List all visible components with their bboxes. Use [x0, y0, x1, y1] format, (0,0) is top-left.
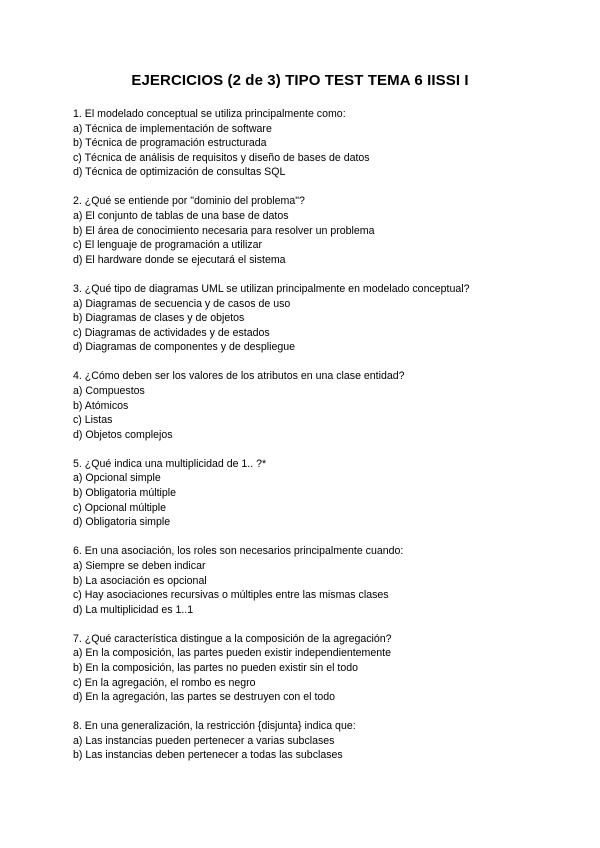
option-a: a) Técnica de implementación de software: [73, 122, 272, 135]
option-d: d) Técnica de optimización de consultas SQL: [73, 166, 286, 179]
question-text: 7. ¿Qué característica distingue a la composición de la agregación?: [73, 632, 392, 645]
question-4: [73, 369, 573, 442]
option-d: d) Diagramas de componentes y de despliegue: [73, 341, 296, 354]
option-b: b) Técnica de programación estructurada: [73, 137, 267, 150]
question-text: 5. ¿Qué indica una multiplicidad de 1.. ?*: [73, 457, 267, 470]
question-text: 2. ¿Qué se entiende por "dominio del problema"?: [73, 195, 305, 208]
question-5: [73, 457, 573, 530]
option-d: d) El hardware donde se ejecutará el sistema: [73, 253, 286, 266]
option-d: d) Objetos complejos: [73, 428, 173, 441]
question-list: [73, 107, 573, 778]
option-a: a) Opcional simple: [73, 472, 161, 485]
option-c: c) En la agregación, el rombo es negro: [73, 676, 256, 689]
option-c: c) Técnica de análisis de requisitos y diseño de bases de datos: [73, 151, 370, 164]
question-text: 1. El modelado conceptual se utiliza principalmente como:: [73, 108, 346, 120]
option-b: b) Obligatoria múltiple: [73, 487, 177, 500]
option-a: a) El conjunto de tablas de una base de datos: [73, 210, 289, 223]
option-b: b) La asociación es opcional: [73, 574, 207, 587]
question-7: [73, 632, 573, 705]
option-d: d) Obligatoria simple: [73, 516, 171, 529]
option-a: a) Diagramas de secuencia y de casos de uso: [73, 297, 291, 310]
option-b: b) Las instancias deben pertenecer a todas las subclases: [73, 749, 343, 762]
option-b: b) Diagramas de clases y de objetos: [73, 312, 245, 325]
option-a: a) Las instancias pueden pertenecer a varias subclases: [73, 734, 335, 747]
option-b: b) Atómicos: [73, 399, 129, 412]
page-title: EJERCICIOS (2 de 3) TIPO TEST TEMA 6 IISSI I: [131, 72, 469, 89]
question-1: [73, 107, 573, 180]
question-2: [73, 194, 573, 267]
option-c: c) Listas: [73, 414, 113, 427]
question-text: 3. ¿Qué tipo de diagramas UML se utilizan principalmente en modelado conceptual?: [73, 282, 470, 295]
option-a: a) Compuestos: [73, 385, 145, 397]
option-a: a) En la composición, las partes pueden existir independientemente: [73, 647, 392, 660]
option-c: c) Opcional múltiple: [73, 501, 167, 514]
question-text: 4. ¿Cómo deben ser los valores de los atributos en una clase entidad?: [73, 370, 405, 383]
option-c: c) Hay asociaciones recursivas o múltiples entre las mismas clases: [73, 589, 389, 602]
option-c: c) Diagramas de actividades y de estados: [73, 326, 270, 339]
option-c: c) El lenguaje de programación a utilizar: [73, 239, 263, 252]
option-d: d) En la agregación, las partes se destruyen con el todo: [73, 691, 336, 704]
question-text: 8. En una generalización, la restricción {disjunta} indica que:: [73, 720, 356, 733]
option-d: d) La multiplicidad es 1..1: [73, 603, 194, 616]
question-text: 6. En una asociación, los roles son necesarios principalmente cuando:: [73, 545, 404, 558]
question-3: [73, 282, 573, 355]
question-8: [73, 719, 573, 763]
option-b: b) En la composición, las partes no pueden existir sin el todo: [73, 662, 359, 674]
option-a: a) Siempre se deben indicar: [73, 559, 206, 572]
question-6: [73, 544, 573, 617]
option-b: b) El área de conocimiento necesaria para resolver un problema: [73, 224, 375, 237]
